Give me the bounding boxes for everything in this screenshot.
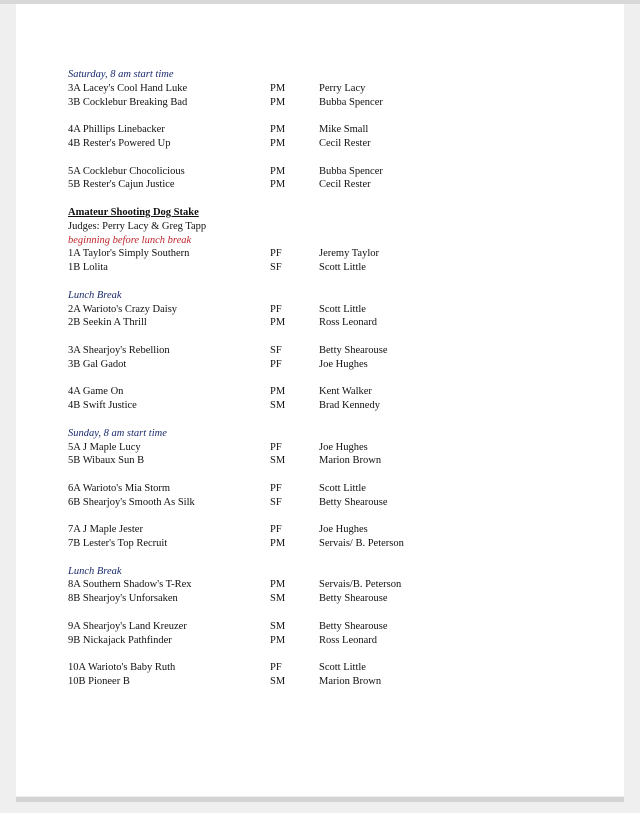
- dog-name: 5B Wibaux Sun B: [68, 455, 145, 467]
- handler-name: Joe Hughes: [319, 441, 368, 453]
- brace-row: [68, 247, 608, 261]
- class-code: PF: [270, 441, 282, 453]
- handler-name: Scott Little: [319, 262, 366, 274]
- dog-name: 10B Pioneer B: [68, 676, 130, 688]
- brace-row: [68, 482, 608, 496]
- class-code: PF: [270, 482, 282, 494]
- dog-name: 1B Lolita: [68, 262, 108, 274]
- dog-name: 8A Southern Shadow's T-Rex: [68, 579, 192, 591]
- brace-row: [68, 661, 608, 675]
- brace-row: [68, 578, 608, 592]
- brace-row: [68, 537, 608, 551]
- dog-name: 4A Game On: [68, 386, 124, 398]
- brace-row: [68, 344, 608, 358]
- brace-row: [68, 496, 608, 510]
- handler-name: Joe Hughes: [319, 358, 368, 370]
- spacer: [68, 372, 608, 386]
- brace-row: [68, 441, 608, 455]
- spacer: [68, 510, 608, 524]
- handler-name: Joe Hughes: [319, 524, 368, 536]
- class-code: PM: [270, 124, 286, 136]
- spacer: [68, 192, 608, 206]
- dog-name: 3A Lacey's Cool Hand Luke: [68, 82, 188, 94]
- class-code: PF: [270, 248, 282, 260]
- brace-row: [68, 523, 608, 537]
- spacer: [68, 151, 608, 165]
- dog-name: 2B Seekin A Thrill: [68, 317, 147, 329]
- class-code: SF: [270, 496, 282, 508]
- spacer: [68, 647, 608, 661]
- dog-name: 3B Cocklebur Breaking Bad: [68, 96, 188, 108]
- handler-name: Perry Lacy: [319, 82, 366, 94]
- dog-name: 4B Swift Justice: [68, 400, 137, 412]
- class-code: SM: [270, 676, 286, 688]
- handler-name: Marion Brown: [319, 455, 382, 467]
- class-code: SM: [270, 620, 286, 632]
- spacer: [68, 275, 608, 289]
- class-code: SF: [270, 262, 282, 274]
- judges-line: Judges: Perry Lacy & Greg Tapp: [68, 220, 207, 232]
- handler-name: Scott Little: [319, 482, 366, 494]
- spacer: [68, 109, 608, 123]
- dog-name: 9B Nickajack Pathfinder: [68, 634, 172, 646]
- class-code: SF: [270, 344, 282, 356]
- handler-name: Brad Kennedy: [319, 400, 380, 412]
- brace-row: [68, 634, 608, 648]
- handler-name: Cecil Rester: [319, 137, 371, 149]
- brace-row: [68, 358, 608, 372]
- handler-name: Jeremy Taylor: [319, 248, 380, 260]
- running-order: [68, 68, 608, 689]
- class-code: PM: [270, 579, 286, 591]
- handler-name: Servais/B. Peterson: [319, 579, 402, 591]
- brace-row: [68, 399, 608, 413]
- class-code: PM: [270, 96, 286, 108]
- bottom-border: [16, 797, 624, 802]
- handler-name: Marion Brown: [319, 676, 382, 688]
- class-code: PM: [270, 317, 286, 329]
- brace-row: [68, 96, 608, 110]
- handler-name: Cecil Rester: [319, 179, 371, 191]
- dog-name: 5A J Maple Lucy: [68, 441, 141, 453]
- section-heading: Lunch Break: [68, 565, 122, 577]
- class-code: PF: [270, 303, 282, 315]
- dog-name: 5A Cocklebur Chocolicious: [68, 165, 185, 177]
- class-code: PM: [270, 386, 286, 398]
- brace-row: [68, 675, 608, 689]
- dog-name: 4A Phillips Linebacker: [68, 124, 165, 136]
- handler-name: Mike Small: [319, 124, 369, 136]
- dog-name: 4B Rester's Powered Up: [68, 137, 171, 149]
- class-code: SM: [270, 400, 286, 412]
- class-code: SM: [270, 455, 286, 467]
- brace-row: [68, 123, 608, 137]
- dog-name: 3A Shearjoy's Rebellion: [68, 344, 170, 356]
- dog-name: 6B Shearjoy's Smooth As Silk: [68, 496, 195, 508]
- section-heading: Sunday, 8 am start time: [68, 427, 167, 439]
- class-code: PM: [270, 137, 286, 149]
- class-code: SM: [270, 593, 286, 605]
- dog-name: 3B Gal Gadot: [68, 358, 127, 370]
- document-page: [16, 4, 624, 796]
- stake-title: Amateur Shooting Dog Stake: [68, 206, 199, 218]
- spacer: [68, 551, 608, 565]
- handler-name: Betty Shearouse: [319, 496, 388, 508]
- class-code: PM: [270, 538, 286, 550]
- handler-name: Scott Little: [319, 303, 366, 315]
- brace-row: [68, 592, 608, 606]
- brace-row: [68, 261, 608, 275]
- handler-name: Betty Shearouse: [319, 593, 388, 605]
- dog-name: 1A Taylor's Simply Southern: [68, 248, 190, 260]
- brace-row: [68, 178, 608, 192]
- spacer: [68, 606, 608, 620]
- dog-name: 7A J Maple Jester: [68, 524, 143, 536]
- class-code: PF: [270, 524, 282, 536]
- handler-name: Bubba Spencer: [319, 165, 383, 177]
- spacer: [68, 413, 608, 427]
- handler-name: Bubba Spencer: [319, 96, 383, 108]
- class-code: PM: [270, 82, 286, 94]
- spacer: [68, 468, 608, 482]
- handler-name: Betty Shearouse: [319, 620, 388, 632]
- dog-name: 5B Rester's Cajun Justice: [68, 179, 175, 191]
- dog-name: 10A Warioto's Baby Ruth: [68, 662, 176, 674]
- brace-row: [68, 454, 608, 468]
- section-heading: Lunch Break: [68, 289, 122, 301]
- handler-name: Servais/ B. Peterson: [319, 538, 404, 550]
- dog-name: 7B Lester's Top Recruit: [68, 538, 168, 550]
- dog-name: 9A Shearjoy's Land Kreuzer: [68, 620, 187, 632]
- brace-row: [68, 316, 608, 330]
- handler-name: Ross Leonard: [319, 634, 378, 646]
- handler-name: Scott Little: [319, 662, 366, 674]
- dog-name: 2A Warioto's Crazy Daisy: [68, 303, 178, 315]
- class-code: PM: [270, 165, 286, 177]
- brace-row: [68, 303, 608, 317]
- class-code: PF: [270, 662, 282, 674]
- spacer: [68, 330, 608, 344]
- brace-row: [68, 137, 608, 151]
- section-heading: Saturday, 8 am start time: [68, 69, 174, 80]
- handler-name: Betty Shearouse: [319, 344, 388, 356]
- class-code: PM: [270, 634, 286, 646]
- brace-row: [68, 385, 608, 399]
- handler-name: Kent Walker: [319, 386, 372, 398]
- dog-name: 8B Shearjoy's Unforsaken: [68, 593, 178, 605]
- dog-name: 6A Warioto's Mia Storm: [68, 482, 171, 494]
- class-code: PF: [270, 358, 282, 370]
- section-heading: beginning before lunch break: [68, 234, 192, 246]
- brace-row: [68, 82, 608, 96]
- class-code: PM: [270, 179, 286, 191]
- handler-name: Ross Leonard: [319, 317, 378, 329]
- brace-row: [68, 165, 608, 179]
- brace-row: [68, 620, 608, 634]
